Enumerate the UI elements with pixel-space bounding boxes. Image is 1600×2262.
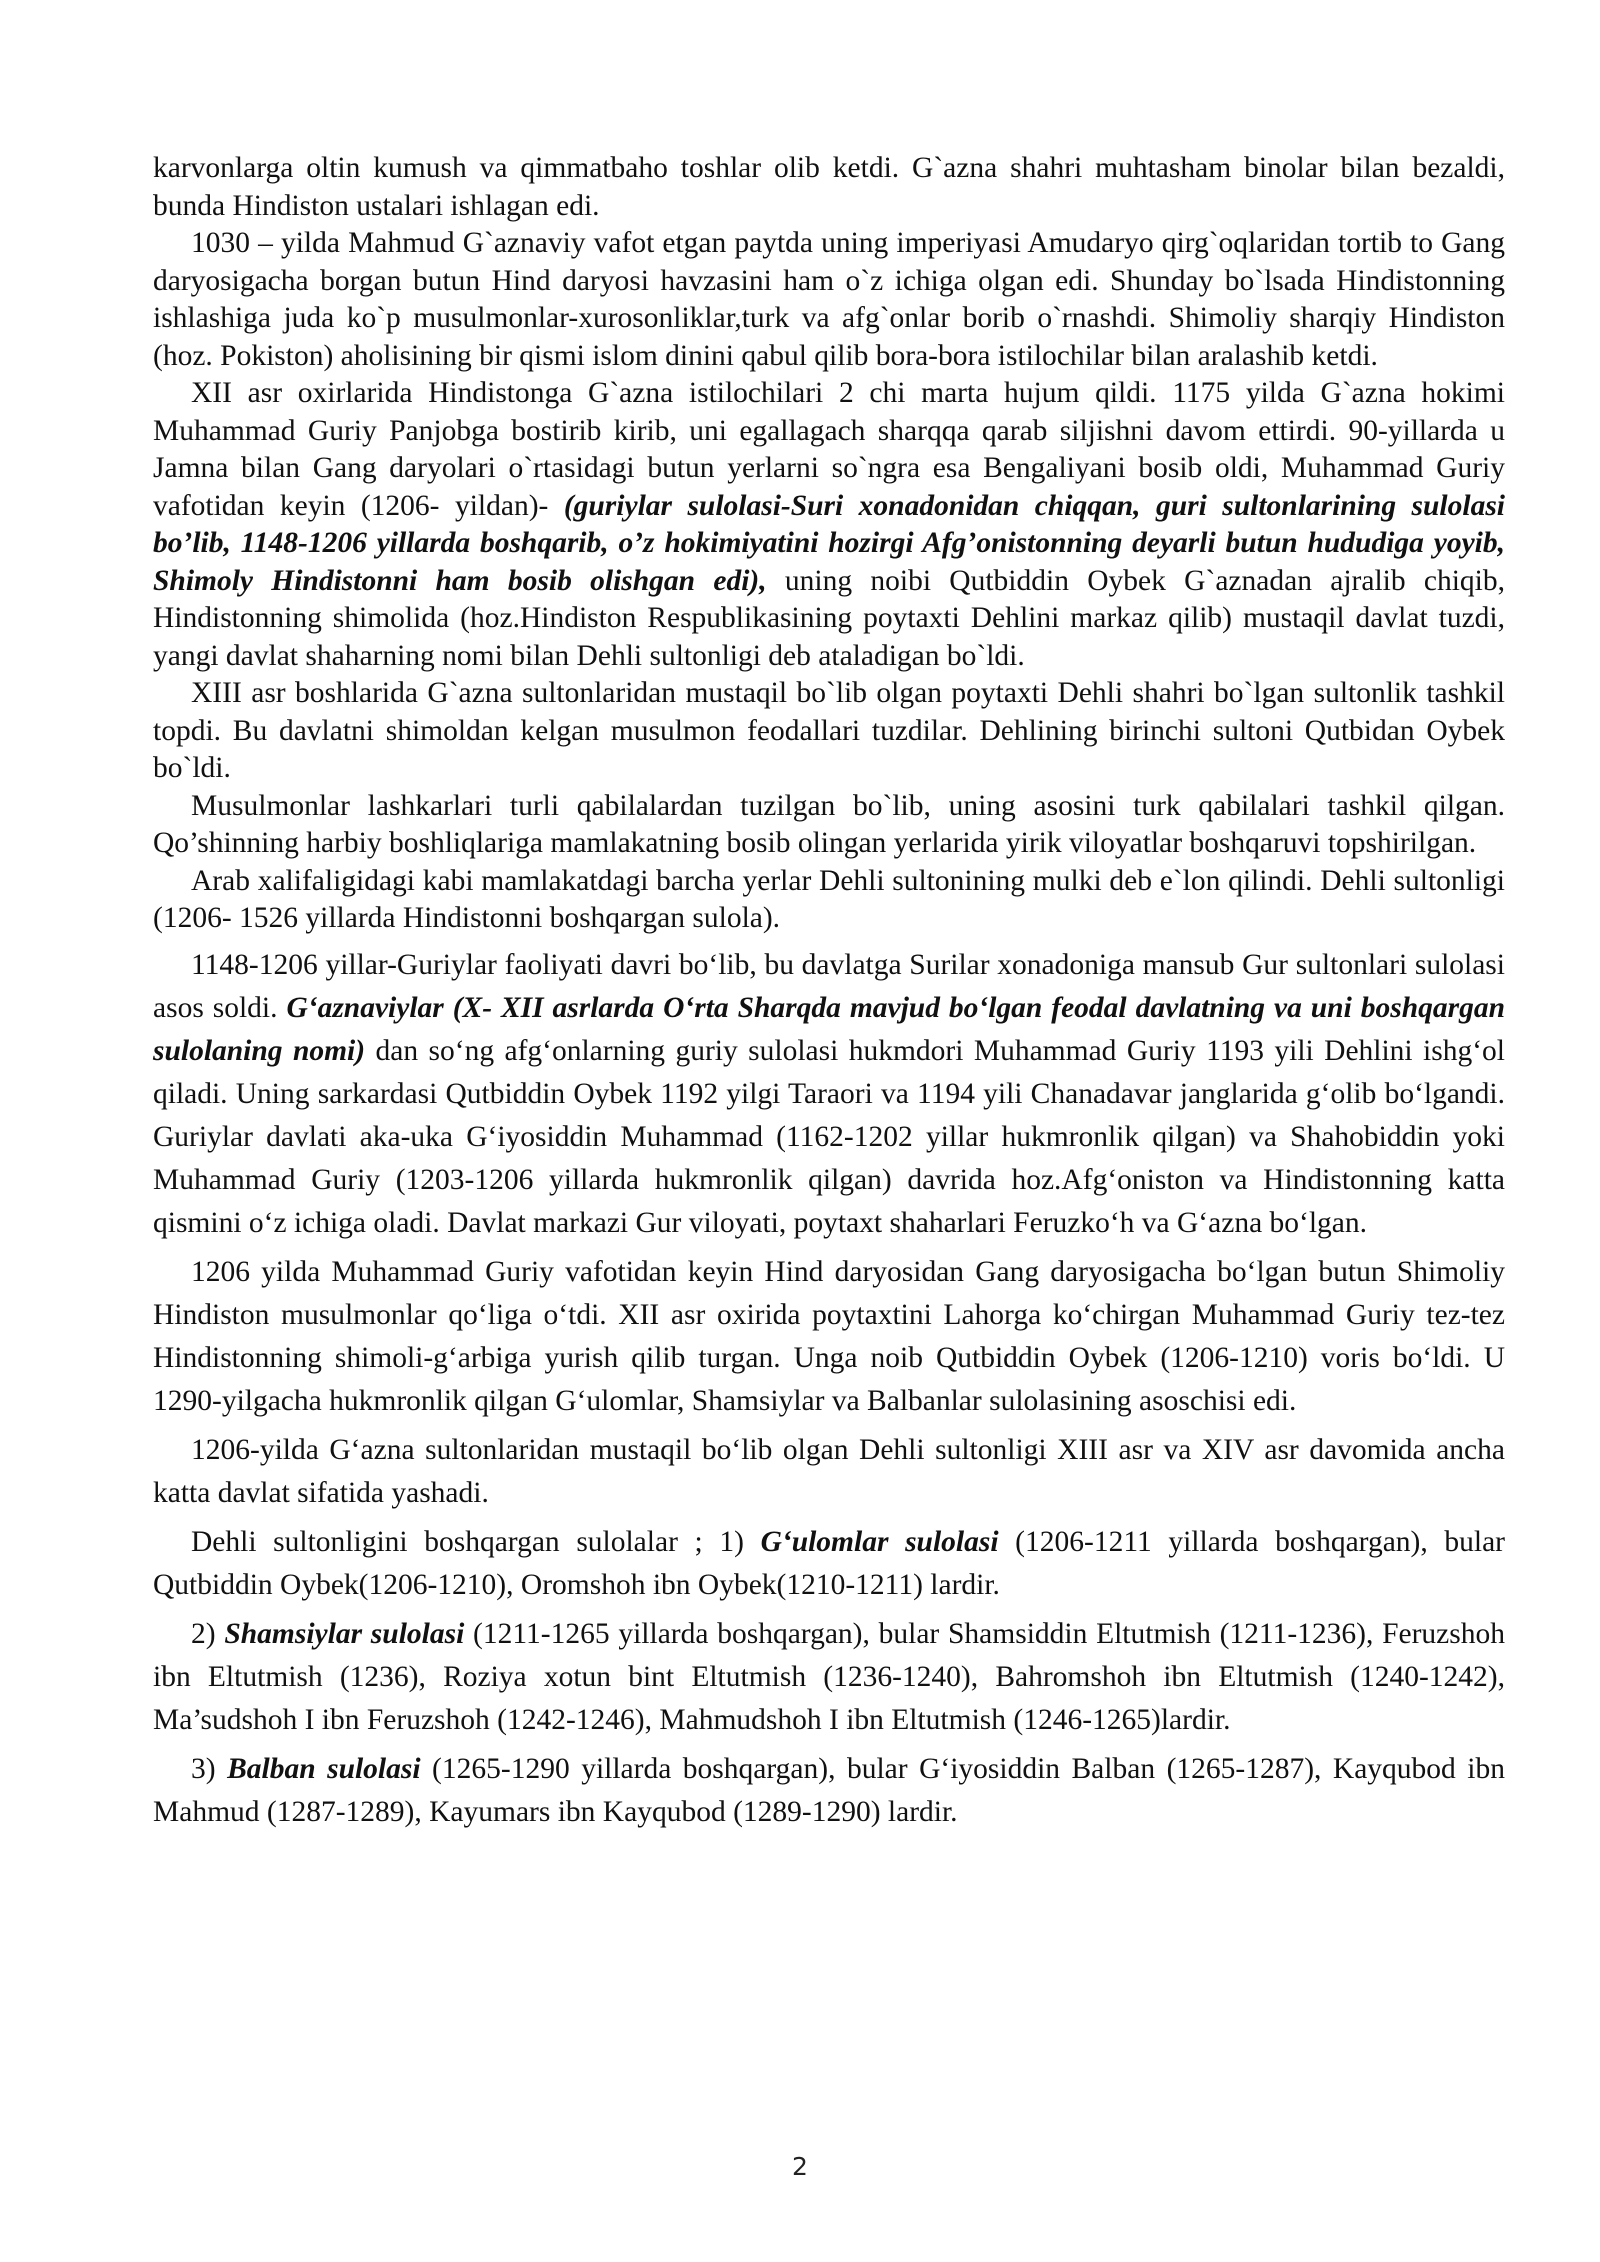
paragraph-9 <box>153 1521 1505 1607</box>
paragraph-10-text-b: (1211-1265 yillarda boshqargan), bular Shamsiddin Eltutmish (1211-1236), Feruzshoh ibn Eltutmish (1236), Roziya xotun bint Eltutmish (1236-1240), Bahromshoh ibn Eltutmish (1240-1242), Ma’sudshoh I ibn Feruzshoh (1242-1246), Mahmudshoh I ibn Eltutmish (1246-1265)lardir. <box>153 1617 1506 1736</box>
paragraph-3-text: XIII asr boshlarida G`azna sultonlaridan mustaqil bo`lib olgan poytaxti Dehli shahri bo`lgan sultonlik tashkil topdi. Bu davlatni shimoldan kelgan musulmon feodallari tuzdilar. Dehlining birinchi sultoni Qutbidan Oybek bo`ldi. <box>153 677 1505 784</box>
paragraph-5-text: Arab xalifaligidagi kabi mamlakatdagi barcha yerlar Dehli sultonining mulki deb e`lon qilindi. Dehli sultonligi (1206- 1526 yillarda Hindistonni boshqargan sulola). <box>153 864 1505 934</box>
paragraph-9-emphasis: G‘ulomlar sulolasi <box>760 1525 999 1558</box>
paragraph-6-emphasis: G‘aznaviylar (X- XII asrlarda O‘rta Sharqda mavjud bo‘lgan feodal davlatning va uni boshqargan sulolaning nomi) <box>153 991 1505 1067</box>
paragraph-3 <box>153 675 1505 788</box>
paragraph-9-text-a: Dehli sultonligini boshqargan sulolalar ; 1) <box>191 1525 761 1558</box>
paragraph-4-text: Musulmonlar lashkarlari turli qabilalardan tuzilgan bo`lib, uning asosini turk qabilalari tashkil qilgan. Qo’shinning harbiy boshliqlariga mamlakatning bosib olingan yerlarida yirik viloyatlar boshqaruvi topshirilgan. <box>153 789 1505 859</box>
paragraph-6-text-a: 1148-1206 yillar-Guriylar faoliyati davri bo‘lib, bu davlatga Surilar xonadoniga mansub Gur sultonlari sulolasi asos soldi. <box>153 948 1505 1024</box>
paragraph-11-text-a: 3) <box>191 1752 228 1785</box>
paragraph-4 <box>153 788 1505 863</box>
paragraph-11-emphasis: Balban sulolasi <box>227 1752 421 1785</box>
paragraph-2-text-a: XII asr oxirlarida Hindistonga G`azna istilochilari 2 chi marta hujum qildi. 1175 yilda G`azna hokimi Muhammad Guriy Panjobga bostirib kirib, uni egallagach sharqqa qarab siljishni davom ettirdi. 90-yillarda u Jamna bilan Gang daryolari o`rtasidagi butun yerlarni so`ngra esa Bengaliyani bosib oldi, Muhammad Guriy vafotidan keyin (1206- yildan)- <box>153 377 1505 522</box>
paragraph-10-text-a: 2) <box>191 1617 225 1650</box>
paragraph-7-text: 1206 yilda Muhammad Guriy vafotidan keyin Hind daryosidan Gang daryosigacha bo‘lgan butun Shimoliy Hindiston musulmonlar qo‘liga o‘tdi. XII asr oxirida poytaxtini Lahorga ko‘chirgan Muhammad Guriy tez-tez Hindistonning shimoli-g‘arbiga yurish qilib turgan. Unga noib Qutbiddin Oybek (1206-1210) voris bo‘ldi. U 1290-yilgacha hukmronlik qilgan G‘ulomlar, Shamsiylar va Balbanlar sulolasining asoschisi edi. <box>153 1255 1505 1417</box>
paragraph-8 <box>153 1429 1505 1515</box>
paragraph-10-emphasis: Shamsiylar sulolasi <box>224 1617 465 1650</box>
paragraph-6 <box>153 944 1505 1245</box>
paragraph-11-text-b: (1265-1290 yillarda boshqargan), bular G‘iyosiddin Balban (1265-1287), Kayqubod ibn Mahmud (1287-1289), Kayumars ibn Kayqubod (1289-1290) lardir. <box>153 1752 1505 1828</box>
paragraph-7 <box>153 1251 1505 1423</box>
paragraph-8-text: 1206-yilda G‘azna sultonlaridan mustaqil bo‘lib olgan Dehli sultonligi XIII asr va XIV asr davomida ancha katta davlat sifatida yashadi. <box>153 1433 1505 1509</box>
paragraph-2-text-b: uning noibi Qutbiddin Oybek G`aznadan ajralib chiqib, Hindistonning shimolida (hoz.Hindiston Respublikasining poytaxti Dehlini markaz qilib) mustaqil davlat tuzdi, yangi davlat shaharning nomi bilan Dehli sultonligi deb ataladigan bo`ldi. <box>153 564 1505 672</box>
paragraph-2-emphasis: (guriylar sulolasi-Suri xonadonidan chiqqan, guri sultonlarining sulolasi bo’lib, 1148-1206 yillarda boshqarib, o’z hokimiyatini hozirgi Afg’onistonning deyarli butun hududiga yoyib, Shimoly Hindistonni ham bosib olishgan edi), <box>153 489 1505 597</box>
paragraph-10 <box>153 1613 1505 1742</box>
paragraph-2 <box>153 375 1505 675</box>
paragraph-0 <box>153 150 1505 225</box>
page-number: 2 <box>792 2152 808 2181</box>
paragraph-9-text-b: (1206-1211 yillarda boshqargan), bular Qutbiddin Oybek(1206-1210), Oromshoh ibn Oybek(1210-1211) lardir. <box>153 1525 1505 1601</box>
paragraph-11 <box>153 1748 1505 1834</box>
paragraph-0-text: karvonlarga oltin kumush va qimmatbaho toshlar olib ketdi. G`azna shahri muhtasham binolar bilan bezaldi, bunda Hindiston ustalari ishlagan edi. <box>153 152 1505 222</box>
paragraph-1-text: 1030 – yilda Mahmud G`aznaviy vafot etgan paytda uning imperiyasi Amudaryo qirg`oqlaridan tortib to Gang daryosigacha borgan butun Hind daryosi havzasini ham o`z ichiga olgan edi. Shunday bo`lsada Hindistonning ishlashiga juda ko`p musulmonlar-xurosonliklar,turk va afg`onlar borib o`rnashdi. Shimoliy sharqiy Hindiston (hoz. Pokiston) aholisining bir qismi islom dinini qabul qilib bora-bora istilochilar bilan aralashib ketdi. <box>153 227 1505 372</box>
document-body <box>153 150 1505 1834</box>
paragraph-1 <box>153 225 1505 375</box>
paragraph-5 <box>153 863 1505 938</box>
paragraph-6-text-b: dan so‘ng afg‘onlarning guriy sulolasi hukmdori Muhammad Guriy 1193 yili Dehlini ishg‘ol qiladi. Uning sarkardasi Qutbiddin Oybek 1192 yilgi Taraori va 1194 yili Chanadavar janglarida g‘olib bo‘lgandi. Guriylar davlati aka-uka G‘iyosiddin Muhammad (1162-1202 yillar hukmronlik qilgan) va Shahobiddin yoki Muhammad Guriy (1203-1206 yillarda hukmronlik qilgan) davrida hoz.Afg‘oniston va Hindistonning katta qismini o‘z ichiga oladi. Davlat markazi Gur viloyati, poytaxt shaharlari Feruzko‘h va G‘azna bo‘lgan. <box>153 1034 1505 1239</box>
